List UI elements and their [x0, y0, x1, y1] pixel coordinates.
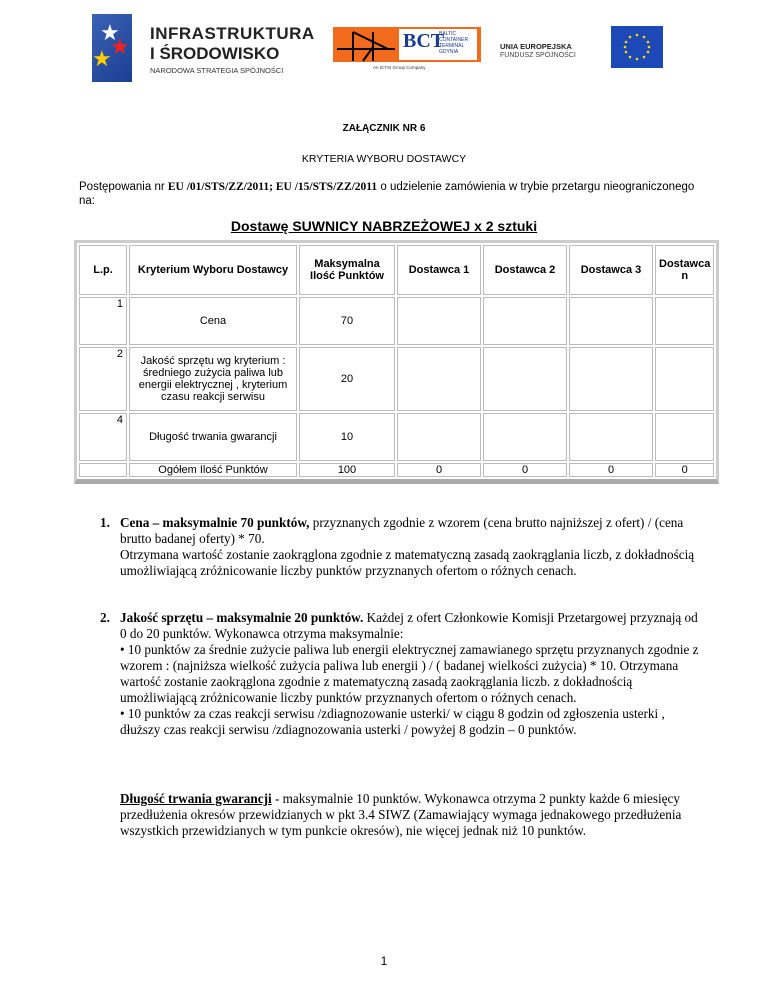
total-d1: 0: [397, 463, 481, 477]
max-cell: 70: [299, 297, 395, 345]
criteria-table: [74, 240, 719, 484]
header-cell: Dostawca 3: [569, 245, 653, 295]
score-cell[interactable]: [655, 413, 714, 461]
total-dn: 0: [655, 463, 714, 477]
score-cell[interactable]: [397, 347, 481, 411]
total-d2: 0: [483, 463, 567, 477]
score-cell[interactable]: [569, 413, 653, 461]
header-cell: Kryterium Wyboru Dostawcy: [129, 245, 297, 295]
logo-text: BALTIC CONTAINER TERMINAL GDYNIA: [439, 31, 469, 55]
page-title: Dostawę SUWNICY NABRZEŻOWEJ x 2 sztuki: [230, 218, 538, 234]
lp-cell: 1: [79, 297, 127, 345]
crane-icon: [333, 27, 399, 62]
score-cell[interactable]: [655, 347, 714, 411]
criterion-cell: Jakość sprzętu wg kryterium : średniego zużycia paliwa lub energii elektrycznej , kryterium czasu reakcji serwisu: [129, 347, 297, 411]
subheading: KRYTERIA WYBORU DOSTAWCY: [301, 153, 467, 165]
logo-text: An ICTSI Group Company: [373, 65, 426, 70]
score-cell[interactable]: [397, 413, 481, 461]
table-row: [79, 347, 714, 411]
total-max: 100: [299, 463, 395, 477]
score-cell[interactable]: [655, 297, 714, 345]
score-cell[interactable]: [569, 347, 653, 411]
total-d3: 0: [569, 463, 653, 477]
logo-text: INFRASTRUKTURA: [150, 24, 315, 43]
criterion-cell: Cena: [129, 297, 297, 345]
total-label: Ogółem Ilość Punktów: [129, 463, 297, 477]
logo-text: BCT: [403, 30, 445, 52]
bullet-item: • 10 punktów za czas reakcji serwisu /zdiagnozowanie usterki/ w ciągu 8 godzin od zgłoszenia usterki , dłuższy czas reakcji serwisu /zdiagnozowania usterki / powyżej 8 godzin – 0 punktów.: [120, 706, 665, 737]
max-cell: 20: [299, 347, 395, 411]
eu-text: UNIA EUROPEJSKA: [500, 42, 572, 51]
logo-text: NARODOWA STRATEGIA SPÓJNOŚCI: [150, 66, 284, 75]
score-cell[interactable]: [483, 297, 567, 345]
intro-text: Postępowania nr EU /01/STS/ZZ/2011; EU /15/STS/ZZ/2011 o udzielenie zamówienia w trybie przetargu nieograniczonego na:: [79, 181, 695, 207]
header-cell: Dostawca n: [655, 245, 714, 295]
table-row: [79, 413, 714, 461]
lp-cell: [79, 463, 127, 477]
section-warranty: Długość trwania gwarancji - maksymalnie 10 punktów. Wykonawca otrzyma 2 punkty każde 6 miesięcy przedłużenia okresów przewidzianych w pkt 3.4 SIWZ (Zamawiający wymaga jednakowego przedłużenia wszystkich przewidzianych w tym punkcie okresów), nie więcej jednak niż 10 punktów.: [120, 791, 682, 838]
lp-cell: 2: [79, 347, 127, 411]
page-number: 1: [380, 954, 388, 968]
header-cell: Maksymalna Ilość Punktów: [299, 245, 395, 295]
eu-text: FUNDUSZ SPÓJNOŚCI: [500, 52, 576, 59]
stars-flag-icon: ★ ★ ★: [92, 14, 132, 82]
annex-heading: ZAŁĄCZNIK NR 6: [342, 123, 426, 134]
header-cell: Dostawca 2: [483, 245, 567, 295]
lp-cell: 4: [79, 413, 127, 461]
bullet-item: • 10 punktów za średnie zużycie paliwa lub energii elektrycznej zamawianego sprzętu przyznanych zgodnie z wzorem : (najniższa wielkość zużycia paliwa lub energii ) / ( badanej wielkości zużycia) * 10. Otrzymana wartość zostanie zaokrąglona zgodnie z matematyczną zasadą zaokrąglania liczb. z dokładnością umożliwiającą zróżnicowanie liczby punktów przyznanych ofertom o różnych cenach.: [120, 642, 699, 705]
max-cell: 10: [299, 413, 395, 461]
criterion-cell: Długość trwania gwarancji: [129, 413, 297, 461]
eu-flag-icon: [611, 26, 663, 68]
table-header-row: [79, 245, 714, 295]
table-row: [79, 297, 714, 345]
section-quality: 2. Jakość sprzętu – maksymalnie 20 punktów. Każdej z ofert Członkowie Komisji Przetargowej przyznają od 0 do 20 punktów. Wykonawca otrzyma maksymalnie: • 10 punktów za średnie zużycie paliwa lub energii elektrycznej zamawianego sprzętu przyznanych zgodnie z wzorem : (najniższa wielkość zużycia paliwa lub energii ) / ( badanej wielkości zużycia) * 10. Otrzymana wartość zostanie zaokrąglona zgodnie z matematyczną zasadą zaokrąglania liczb. z dokładnością umożliwiającą zróżnicowanie liczby punktów przyznanych ofertom o różnych cenach. • 10 punktów za czas reakcji serwisu /zdiagnozowanie usterki/ w ciągu 8 godzin od zgłoszenia usterki , dłuższy czas reakcji serwisu /zdiagnozowania usterki / powyżej 8 godzin – 0 punktów.: [100, 610, 699, 737]
section-price: 1. Cena – maksymalnie 70 punktów, przyznanych zgodnie z wzorem (cena brutto najniższej z ofert) / (cena brutto badanej oferty) * 70. Otrzymana wartość zostanie zaokrąglona zgodnie z matematyczną zasadą zaokrąglania liczb, z dokładnością umożliwiającą zróżnicowanie liczby punktów przyznanych ofertom o różnych cenach.: [100, 515, 695, 578]
total-row: [79, 463, 714, 477]
score-cell[interactable]: [483, 413, 567, 461]
score-cell[interactable]: [483, 347, 567, 411]
bct-logo: [333, 27, 483, 73]
infrastruktura-logo: [92, 14, 315, 82]
score-cell[interactable]: [569, 297, 653, 345]
header-cell: L.p.: [79, 245, 127, 295]
header-cell: Dostawca 1: [397, 245, 481, 295]
logo-text: I ŚRODOWISKO: [150, 44, 280, 63]
score-cell[interactable]: [397, 297, 481, 345]
